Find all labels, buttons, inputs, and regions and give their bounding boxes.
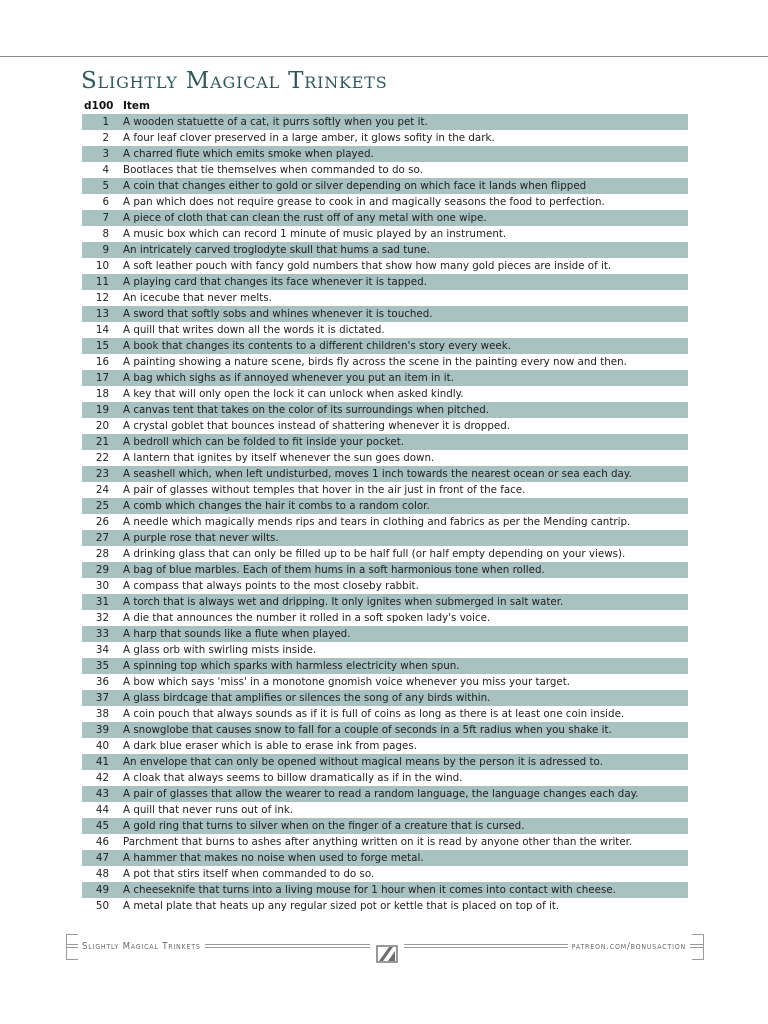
trinket-description: A soft leather pouch with fancy gold numbers that show how many gold pieces are inside of it.	[123, 260, 612, 272]
roll-number: 25	[95, 500, 109, 512]
table-row	[82, 626, 688, 642]
table-row	[82, 226, 688, 242]
table-row	[82, 482, 688, 498]
roll-number: 30	[95, 580, 109, 592]
table-row	[82, 338, 688, 354]
trinket-description: A glass birdcage that amplifies or silences the song of any birds within.	[123, 692, 491, 704]
roll-number: 12	[95, 292, 109, 304]
trinket-description: A four leaf clover preserved in a large amber, it glows sofity in the dark.	[123, 132, 495, 144]
table-row	[82, 290, 688, 306]
trinket-description: A die that announces the number it rolled in a soft spoken lady's voice.	[123, 612, 491, 624]
table-row	[82, 562, 688, 578]
trinket-description: A torch that is always wet and dripping. It only ignites when submerged in salt water.	[123, 596, 564, 608]
roll-number: 31	[95, 596, 109, 608]
roll-number: 48	[95, 868, 109, 880]
roll-number: 21	[95, 436, 109, 448]
roll-number: 14	[95, 324, 109, 336]
table-row	[82, 354, 688, 370]
trinket-description: A snowglobe that causes snow to fall for a couple of seconds in a 5ft radius when you shake it.	[123, 724, 612, 736]
trinket-description: An envelope that can only be opened without magical means by the person it is adressed to.	[123, 756, 603, 768]
roll-number: 18	[95, 388, 109, 400]
roll-number: 38	[95, 708, 109, 720]
roll-number: 23	[95, 468, 109, 480]
table-row	[82, 802, 688, 818]
top-divider	[0, 56, 768, 57]
table-row	[82, 530, 688, 546]
trinket-description: A lantern that ignites by itself whenever the sun goes down.	[123, 452, 435, 464]
trinket-description: A comb which changes the hair it combs to a random color.	[123, 500, 430, 512]
table-row	[82, 434, 688, 450]
table-row	[82, 898, 688, 914]
roll-number: 9	[102, 244, 109, 256]
table-row	[82, 866, 688, 882]
roll-number: 35	[95, 660, 109, 672]
table-row	[82, 242, 688, 258]
table-row	[82, 754, 688, 770]
page-footer	[66, 934, 704, 960]
trinket-description: A key that will only open the lock it can unlock when asked kindly.	[123, 388, 464, 400]
trinket-description: A seashell which, when left undisturbed, moves 1 inch towards the nearest ocean or sea each day.	[123, 468, 632, 480]
trinket-description: A book that changes its contents to a different children's story every week.	[123, 340, 511, 352]
table-row	[82, 882, 688, 898]
trinket-description: A cloak that always seems to billow dramatically as if in the wind.	[123, 772, 463, 784]
trinket-description: A sword that softly sobs and whines whenever it is touched.	[123, 308, 433, 320]
roll-number: 19	[95, 404, 109, 416]
roll-number: 13	[95, 308, 109, 320]
column-header-d100: d100	[84, 99, 114, 112]
footer-bracket-right	[692, 934, 704, 960]
trinket-description: A crystal goblet that bounces instead of shattering whenever it is dropped.	[123, 420, 511, 432]
table-row	[82, 706, 688, 722]
roll-number: 1	[102, 116, 109, 128]
roll-number: 36	[95, 676, 109, 688]
roll-number: 40	[95, 740, 109, 752]
trinket-description: A music box which can record 1 minute of music played by an instrument.	[123, 228, 507, 240]
trinket-description: A pot that stirs itself when commanded to do so.	[123, 868, 375, 880]
table-row	[82, 690, 688, 706]
roll-number: 7	[102, 212, 109, 224]
trinket-description: A bedroll which can be folded to fit inside your pocket.	[123, 436, 405, 448]
roll-number: 3	[102, 148, 109, 160]
logo-icon	[370, 944, 404, 968]
table-body	[82, 114, 688, 914]
table-row	[82, 498, 688, 514]
table-row	[82, 722, 688, 738]
table-row	[82, 818, 688, 834]
roll-number: 20	[95, 420, 109, 432]
column-header-item: Item	[123, 99, 150, 112]
page-title: Slightly Magical Trinkets	[81, 68, 388, 94]
trinket-description: A pan which does not require grease to cook in and magically seasons the food to perfection.	[123, 196, 605, 208]
table-row	[82, 610, 688, 626]
table-row	[82, 114, 688, 130]
table-row	[82, 658, 688, 674]
roll-number: 34	[95, 644, 109, 656]
roll-number: 24	[95, 484, 109, 496]
roll-number: 50	[95, 900, 109, 912]
table-row	[82, 130, 688, 146]
footer-title: Slightly Magical Trinkets	[78, 941, 205, 952]
roll-number: 8	[102, 228, 109, 240]
footer-link[interactable]: patreon.com/bonusaction	[568, 941, 690, 952]
table-row	[82, 418, 688, 434]
table-row	[82, 594, 688, 610]
trinket-description: A bag which sighs as if annoyed whenever you put an item in it.	[123, 372, 454, 384]
footer-bracket-left	[66, 934, 78, 960]
trinket-description: A cheeseknife that turns into a living mouse for 1 hour when it comes into contact with cheese.	[123, 884, 616, 896]
trinket-description: A coin pouch that always sounds as if it is full of coins as long as there is at least one coin inside.	[123, 708, 625, 720]
trinket-description: A drinking glass that can only be filled up to be half full (or half empty depending on your views).	[123, 548, 626, 560]
roll-number: 16	[95, 356, 109, 368]
trinket-description: A canvas tent that takes on the color of its surroundings when pitched.	[123, 404, 490, 416]
roll-number: 39	[95, 724, 109, 736]
table-row	[82, 738, 688, 754]
trinket-description: A metal plate that heats up any regular sized pot or kettle that is placed on top of it.	[123, 900, 560, 912]
trinket-description: Bootlaces that tie themselves when commanded to do so.	[123, 164, 423, 176]
trinket-description: A painting showing a nature scene, birds fly across the scene in the painting every now and then.	[123, 356, 627, 368]
roll-number: 46	[95, 836, 109, 848]
trinket-description: A piece of cloth that can clean the rust off of any metal with one wipe.	[123, 212, 487, 224]
trinket-description: A compass that always points to the most closeby rabbit.	[123, 580, 419, 592]
trinket-description: A wooden statuette of a cat, it purrs softly when you pet it.	[123, 116, 428, 128]
trinket-description: A purple rose that never wilts.	[123, 532, 279, 544]
roll-number: 41	[95, 756, 109, 768]
roll-number: 11	[95, 276, 109, 288]
trinket-description: A hammer that makes no noise when used to forge metal.	[123, 852, 424, 864]
roll-number: 47	[95, 852, 109, 864]
roll-number: 15	[95, 340, 109, 352]
roll-number: 45	[95, 820, 109, 832]
roll-number: 27	[95, 532, 109, 544]
trinket-description: A spinning top which sparks with harmless electricity when spun.	[123, 660, 460, 672]
roll-number: 4	[102, 164, 109, 176]
roll-number: 10	[95, 260, 109, 272]
table-row	[82, 322, 688, 338]
trinket-description: A quill that writes down all the words it is dictated.	[123, 324, 385, 336]
table-row	[82, 370, 688, 386]
roll-number: 33	[95, 628, 109, 640]
trinket-description: A needle which magically mends rips and tears in clothing and fabrics as per the Mending cantrip.	[123, 516, 631, 528]
table-row	[82, 450, 688, 466]
table-row	[82, 674, 688, 690]
table-row	[82, 770, 688, 786]
roll-number: 17	[95, 372, 109, 384]
table-row	[82, 642, 688, 658]
trinket-description: Parchment that burns to ashes after anything written on it is read by anyone other than the writer.	[123, 836, 633, 848]
roll-number: 26	[95, 516, 109, 528]
trinket-description: An icecube that never melts.	[123, 292, 272, 304]
table-row	[82, 194, 688, 210]
table-row	[82, 786, 688, 802]
trinket-description: A quill that never runs out of ink.	[123, 804, 294, 816]
table-row	[82, 306, 688, 322]
roll-number: 6	[102, 196, 109, 208]
table-header	[82, 97, 688, 114]
trinket-description: A pair of glasses that allow the wearer to read a random language, the language changes each day.	[123, 788, 639, 800]
trinket-description: A charred flute which emits smoke when played.	[123, 148, 374, 160]
table-row	[82, 514, 688, 530]
table-row	[82, 258, 688, 274]
roll-number: 29	[95, 564, 109, 576]
table-row	[82, 386, 688, 402]
roll-number: 49	[95, 884, 109, 896]
trinket-description: A pair of glasses without temples that hover in the air just in front of the face.	[123, 484, 526, 496]
table-row	[82, 210, 688, 226]
roll-number: 5	[102, 180, 109, 192]
roll-number: 32	[95, 612, 109, 624]
trinket-description: A glass orb with swirling mists inside.	[123, 644, 317, 656]
roll-number: 43	[95, 788, 109, 800]
table-row	[82, 162, 688, 178]
table-row	[82, 850, 688, 866]
table-row	[82, 578, 688, 594]
roll-number: 28	[95, 548, 109, 560]
roll-number: 37	[95, 692, 109, 704]
trinket-description: A gold ring that turns to silver when on the finger of a creature that is cursed.	[123, 820, 525, 832]
trinket-description: A bag of blue marbles. Each of them hums in a soft harmonious tone when rolled.	[123, 564, 545, 576]
trinket-description: An intricately carved troglodyte skull that hums a sad tune.	[123, 244, 430, 256]
trinket-table	[82, 97, 688, 914]
trinket-description: A dark blue eraser which is able to erase ink from pages.	[123, 740, 418, 752]
table-row	[82, 178, 688, 194]
trinket-description: A harp that sounds like a flute when played.	[123, 628, 351, 640]
roll-number: 2	[102, 132, 109, 144]
trinket-description: A playing card that changes its face whenever it is tapped.	[123, 276, 427, 288]
table-row	[82, 274, 688, 290]
roll-number: 44	[95, 804, 109, 816]
table-row	[82, 146, 688, 162]
roll-number: 42	[95, 772, 109, 784]
table-row	[82, 546, 688, 562]
roll-number: 22	[95, 452, 109, 464]
trinket-description: A coin that changes either to gold or silver depending on which face it lands when flipped	[123, 180, 587, 192]
table-row	[82, 834, 688, 850]
table-row	[82, 402, 688, 418]
trinket-description: A bow which says 'miss' in a monotone gnomish voice whenever you miss your target.	[123, 676, 571, 688]
table-row	[82, 466, 688, 482]
